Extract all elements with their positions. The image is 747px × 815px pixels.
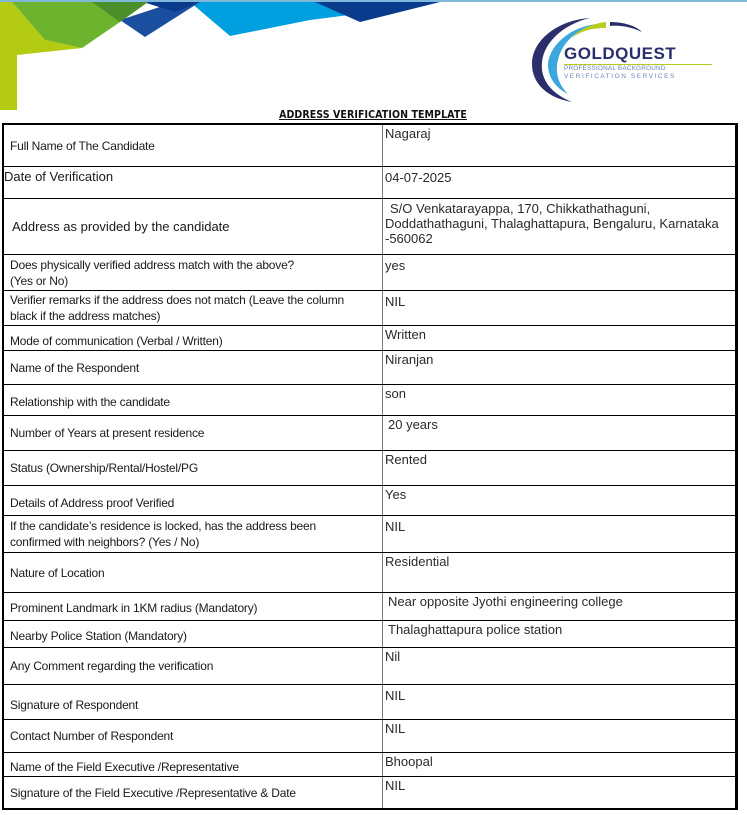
row-value: Residential [385, 554, 450, 569]
row-label: Status (Ownership/Rental/Hostel/PG [4, 451, 383, 485]
row-label [4, 516, 383, 552]
row-label: Full Name of The Candidate [4, 125, 383, 166]
table-row [4, 291, 735, 326]
row-label: Prominent Landmark in 1KM radius (Mandatory) [4, 593, 383, 620]
table-row [4, 486, 735, 516]
table-row [4, 326, 735, 351]
row-label: Number of Years at present residence [4, 416, 383, 450]
table-row [4, 385, 735, 416]
row-value: NIL [385, 721, 406, 736]
table-row [4, 753, 735, 777]
row-value: yes [385, 258, 406, 273]
table-row [4, 553, 735, 593]
row-label: Nearby Police Station (Mandatory) [4, 621, 383, 647]
row-value: NIL [385, 519, 406, 534]
document-title: ADDRESS VERIFICATION TEMPLATE [279, 108, 467, 121]
table-row [4, 685, 735, 720]
table-row [4, 351, 735, 385]
row-label [4, 291, 383, 325]
row-value: Rented [385, 452, 427, 467]
table-row [4, 416, 735, 451]
row-value [383, 199, 735, 254]
row-label: Any Comment regarding the verification [4, 648, 383, 684]
logo-brand: GOLDQUEST [564, 44, 677, 63]
row-label: Date of Verification [4, 167, 383, 198]
row-label-line-1: Does physically verified address match with the above? [10, 257, 295, 272]
row-label-line-1: Verifier remarks if the address does not match (Leave the column [10, 293, 345, 307]
address-line-1: S/O Venkatarayappa, 170, Chikkathathaguni, [390, 201, 651, 216]
row-value: 04-07-2025 [385, 170, 452, 185]
row-label-line-2: black if the address matches) [10, 309, 161, 323]
table-row [4, 167, 735, 199]
row-value: NIL [385, 294, 406, 309]
address-line-2: Doddathathaguni, Thalaghattapura, Bengaluru, Karnataka [385, 216, 719, 231]
row-label: Nature of Location [4, 553, 383, 592]
table-row [4, 593, 735, 621]
row-label: Address as provided by the candidate [4, 199, 383, 254]
row-label-line-2: (Yes or No) [10, 273, 69, 288]
table-row [4, 255, 735, 291]
row-label: Contact Number of Respondent [4, 720, 383, 752]
row-value: Written [385, 327, 426, 342]
row-label: Signature of Respondent [4, 685, 383, 719]
row-value: son [385, 386, 406, 401]
row-label: Details of Address proof Verified [4, 486, 383, 515]
logo-tagline-2: VERIFICATION SERVICES [564, 73, 676, 80]
row-value: Nil [385, 649, 401, 664]
row-label [4, 255, 383, 290]
row-value: 20 years [388, 417, 438, 432]
verification-table [2, 123, 738, 810]
address-line-3: -560062 [385, 231, 433, 246]
logo-text [564, 45, 712, 81]
row-label: Name of the Field Executive /Representative [4, 753, 383, 776]
table-row [4, 125, 735, 167]
row-label: Signature of the Field Executive /Representative & Date [4, 777, 383, 808]
table-row [4, 648, 735, 685]
row-value: Bhoopal [385, 754, 433, 769]
goldquest-logo [528, 12, 718, 104]
row-label-line-2: confirmed with neighbors? (Yes / No) [10, 535, 200, 549]
row-value: Yes [385, 487, 407, 502]
row-value: Near opposite Jyothi engineering college [388, 594, 623, 609]
row-value: NIL [385, 688, 406, 703]
row-label: Relationship with the candidate [4, 385, 383, 415]
row-value: Nagaraj [385, 126, 431, 141]
logo-tagline-1: PROFESSIONAL BACKGROUND [564, 65, 666, 72]
row-value: NIL [385, 778, 406, 793]
table-row [4, 451, 735, 486]
row-label: Mode of communication (Verbal / Written) [4, 326, 383, 350]
table-row [4, 621, 735, 648]
table-row [4, 777, 735, 808]
table-row [4, 199, 735, 255]
row-label: Name of the Respondent [4, 351, 383, 384]
row-value: Thalaghattapura police station [388, 622, 563, 637]
row-value: Niranjan [385, 352, 434, 367]
table-row [4, 516, 735, 553]
table-row [4, 720, 735, 753]
row-label-line-1: If the candidate’s residence is locked, has the address been [10, 519, 316, 533]
